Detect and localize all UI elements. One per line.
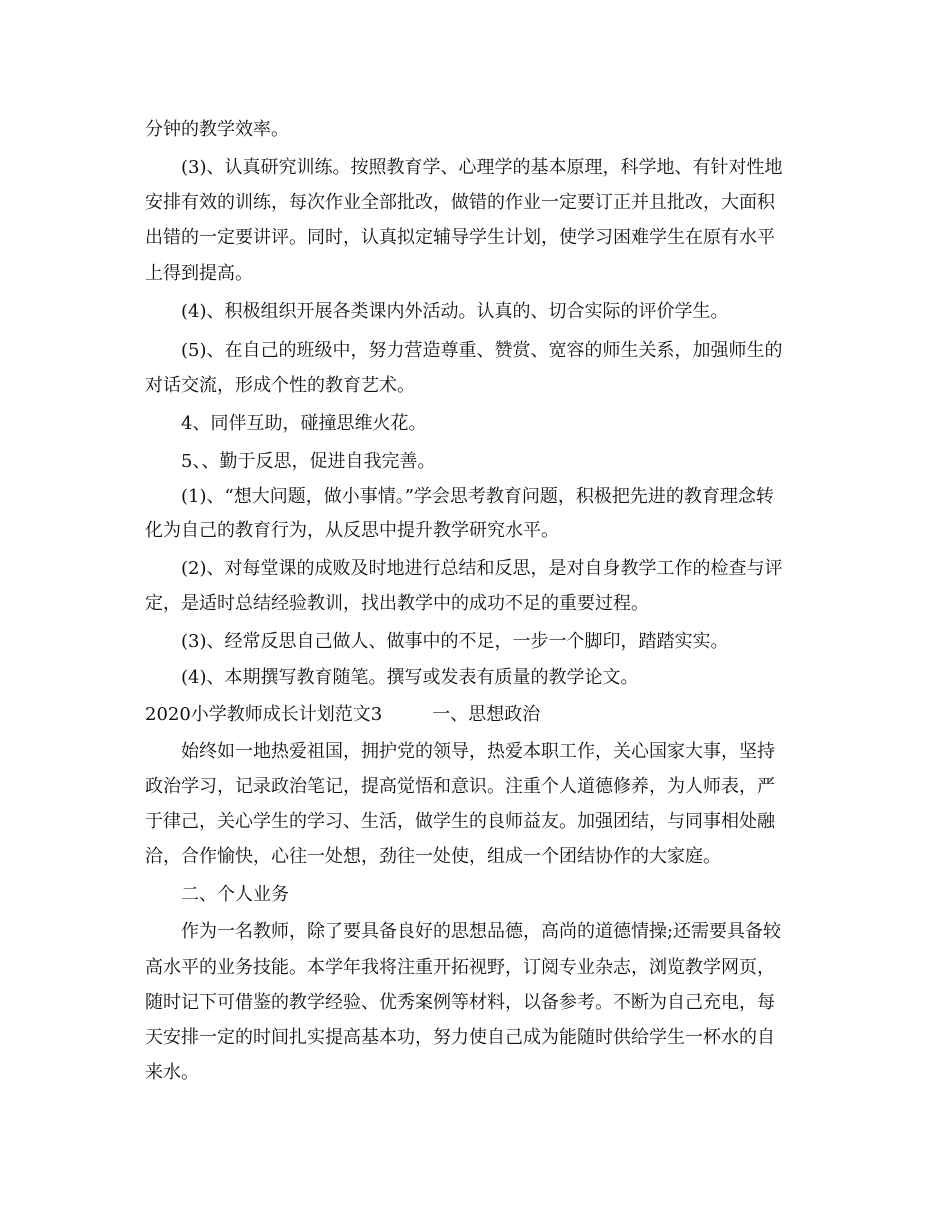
paragraph-line: 天安排一定的时间扎实提高基本功，努力使自己成为能随时供给学生一杯水的自 (145, 1027, 775, 1048)
section-heading-line (145, 703, 815, 727)
paragraph-line: (2)、对每堂课的成败及时地进行总结和反思，是对自身教学工作的检查与评 (181, 558, 783, 579)
paragraph-line: (3)、认真研究训练。按照教育学、心理学的基本原理，科学地、有针对性地 (181, 157, 783, 178)
paragraph-line: 对话交流，形成个性的教育艺术。 (145, 375, 415, 396)
paragraph-line: 4、同伴互助，碰撞思维火花。 (181, 413, 427, 434)
paragraph-line: 5、、勤于反思，促进自我完善。 (181, 451, 436, 472)
paragraph-line: 随时记下可借鉴的教学经验、优秀案例等材料，以备参考。不断为自己充电，每 (145, 992, 775, 1013)
paragraph-line: (4)、本期撰写教育随笔。撰写或发表有质量的教学论文。 (181, 667, 639, 688)
paragraph-line: 于律己，关心学生的学习、生活，做学生的良师益友。加强团结，与同事相处融 (145, 811, 775, 832)
paragraph-line: (5)、在自己的班级中，努力营造尊重、赞赏、宽容的师生关系，加强师生的 (181, 340, 783, 361)
paragraph-line: 上得到提高。 (145, 263, 253, 284)
paragraph-line: 来水。 (145, 1062, 199, 1083)
paragraph-line: 出错的一定要讲评。同时，认真拟定辅导学生计划，使学习困难学生在原有水平 (145, 227, 775, 248)
subsection-title: 二、个人业务 (181, 884, 289, 905)
paragraph-line: 高水平的业务技能。本学年我将注重开拓视野，订阅专业杂志，浏览教学网页， (145, 957, 775, 978)
paragraph-line: 化为自己的教育行为，从反思中提升教学研究水平。 (145, 520, 559, 541)
paragraph-line: (4)、积极组织开展各类课内外活动。认真的、切合实际的评价学生。 (181, 301, 729, 322)
subsection-title: 一、思想政治 (432, 704, 541, 725)
paragraph-line: (1)、“想大问题，做小事情。”学会思考教育问题，积极把先进的教育理念转 (181, 486, 774, 507)
paragraph-line: 始终如一地热爱祖国，拥护党的领导，热爱本职工作，关心国家大事，坚持 (181, 741, 775, 762)
paragraph-line: 洽，合作愉快，心往一处想，劲往一处使，组成一个团结协作的大家庭。 (145, 846, 721, 867)
paragraph-line: (3)、经常反思自己做人、做事中的不足，一步一个脚印，踏踏实实。 (181, 631, 729, 652)
paragraph-line: 政治学习，记录政治笔记，提高觉悟和意识。注重个人道德修养，为人师表，严 (145, 776, 775, 797)
paragraph-line: 作为一名教师，除了要具备良好的思想品德，高尚的道德情操;还需要具备较 (181, 921, 782, 942)
section-title: 2020小学教师成长计划范文3 (145, 704, 383, 725)
paragraph-line: 安排有效的训练，每次作业全部批改，做错的作业一定要订正并且批改，大面积 (145, 192, 775, 213)
paragraph-line: 定，是适时总结经验教训，找出教学中的成功不足的重要过程。 (145, 593, 649, 614)
paragraph-line: 分钟的教学效率。 (145, 119, 289, 140)
